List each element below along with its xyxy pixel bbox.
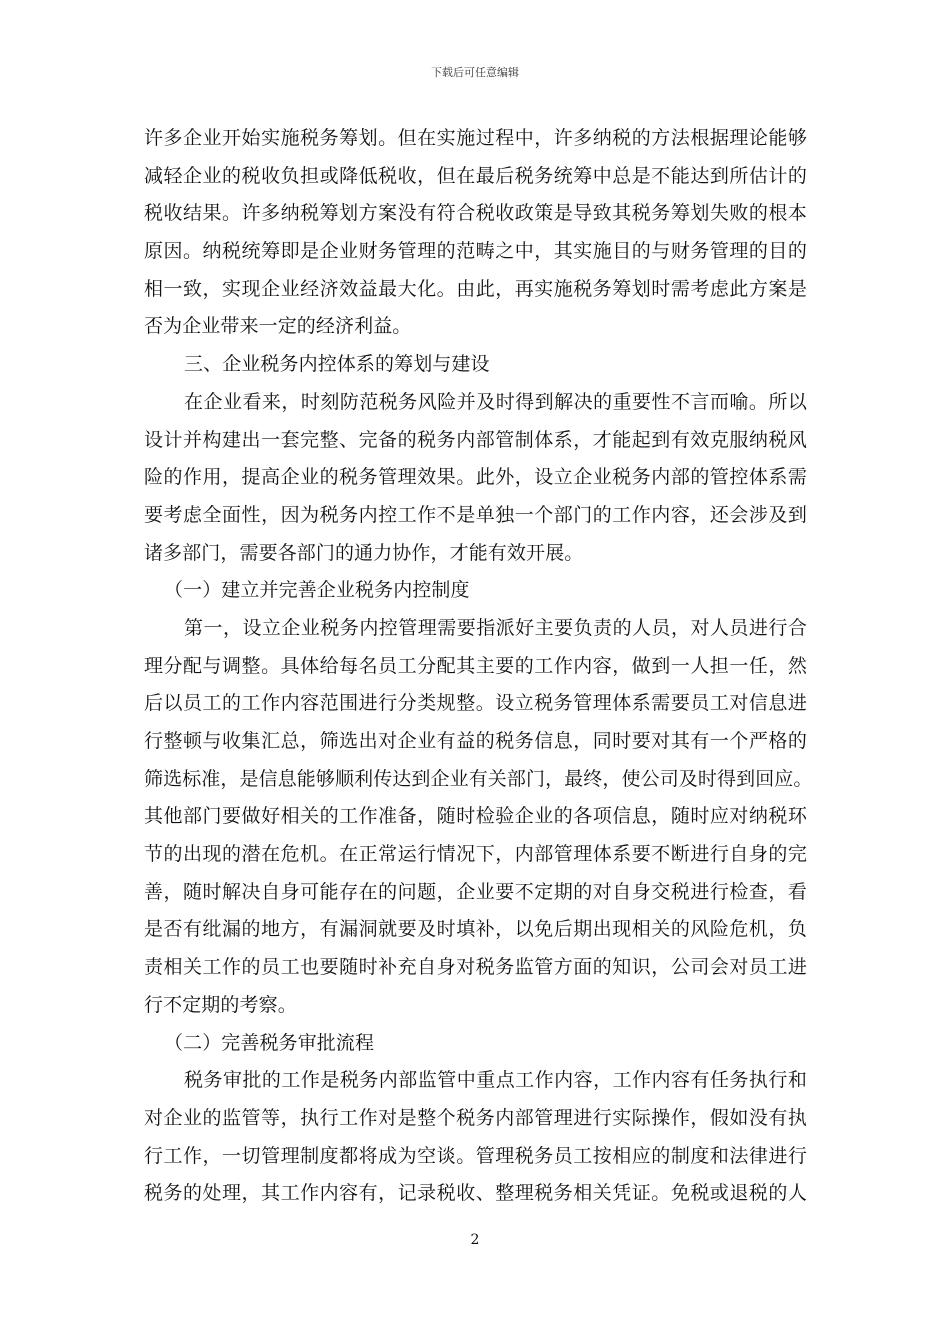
paragraph-line: 行不定期的考察。 bbox=[144, 993, 297, 1016]
paragraph-line: 税务审批的工作是税务内部监管中重点工作内容，工作内容有任务执行和 bbox=[184, 1069, 807, 1092]
paragraph-line: 税收结果。许多纳税筹划方案没有符合税收政策是导致其税务筹划失败的根本 bbox=[144, 202, 807, 225]
paragraph-line: 对企业的监管等，执行工作对是整个税务内部管理进行实际操作，假如没有执 bbox=[144, 1106, 807, 1129]
section-heading-line: （二）完善税务审批流程 bbox=[164, 1031, 375, 1054]
document-body bbox=[144, 120, 813, 1213]
paragraph-line: 其他部门要做好相关的工作准备，随时检验企业的各项信息，随时应对纳税环 bbox=[144, 805, 807, 828]
paragraph-line: 要考虑全面性，因为税务内控工作不是单独一个部门的工作内容，还会涉及到 bbox=[144, 503, 807, 526]
paragraph-line: 原因。纳税统筹即是企业财务管理的范畴之中，其实施目的与财务管理的目的 bbox=[144, 240, 807, 263]
paragraph-line: 否为企业带来一定的经济利益。 bbox=[144, 315, 412, 338]
paragraph-line: 后以员工的工作内容范围进行分类规整。设立税务管理体系需要员工对信息进 bbox=[144, 692, 807, 715]
paragraph-line: 险的作用，提高企业的税务管理效果。此外，设立企业税务内部的管控体系需 bbox=[144, 466, 807, 489]
paragraph-line: 第一，设立企业税务内控管理需要指派好主要负责的人员，对人员进行合 bbox=[184, 616, 807, 639]
section-heading-line: （一）建立并完善企业税务内控制度 bbox=[164, 579, 470, 602]
page-number: 2 bbox=[470, 1232, 480, 1248]
paragraph-line: 善，随时解决自身可能存在的问题，企业要不定期的对自身交税进行检查，看 bbox=[144, 880, 807, 903]
paragraph-line: 责相关工作的员工也要随时补充自身对税务监管方面的知识，公司会对员工进 bbox=[144, 956, 807, 979]
page-header: 下载后可任意编辑 bbox=[431, 66, 519, 79]
paragraph-line: 行整顿与收集汇总，筛选出对企业有益的税务信息，同时要对其有一个严格的 bbox=[144, 730, 807, 752]
paragraph-line: 设计并构建出一套完整、完备的税务内部管制体系，才能起到有效克服纳税风 bbox=[144, 428, 807, 451]
paragraph-line: 筛选标准，是信息能够顺利传达到企业有关部门，最终，使公司及时得到回应。 bbox=[144, 767, 813, 790]
paragraph-line: 行工作，一切管理制度都将成为空谈。管理税务员工按相应的制度和法律进行 bbox=[144, 1144, 807, 1167]
paragraph-line: 许多企业开始实施税务筹划。但在实施过程中，许多纳税的方法根据理论能够 bbox=[144, 127, 807, 149]
paragraph-line: 是否有纰漏的地方，有漏洞就要及时填补，以免后期出现相关的风险危机，负 bbox=[144, 918, 807, 941]
paragraph-line: 减轻企业的税收负担或降低税收，但在最后税务统筹中总是不能达到所估计的 bbox=[144, 164, 807, 187]
paragraph-line: 理分配与调整。具体给每名员工分配其主要的工作内容，做到一人担一任，然 bbox=[144, 654, 807, 677]
paragraph-line: 诸多部门，需要各部门的通力协作，才能有效开展。 bbox=[144, 541, 584, 564]
paragraph-line: 税务的处理，其工作内容有，记录税收、整理税务相关凭证。免税或退税的人 bbox=[144, 1182, 807, 1205]
paragraph-line: 相一致，实现企业经济效益最大化。由此，再实施税务筹划时需考虑此方案是 bbox=[144, 277, 807, 300]
paragraph-line: 在企业看来，时刻防范税务风险并及时得到解决的重要性不言而喻。所以 bbox=[184, 390, 807, 413]
section-heading-line: 三、企业税务内控体系的筹划与建设 bbox=[184, 353, 490, 376]
paragraph-line: 节的出现的潜在危机。在正常运行情况下，内部管理体系要不断进行自身的完 bbox=[144, 843, 807, 866]
